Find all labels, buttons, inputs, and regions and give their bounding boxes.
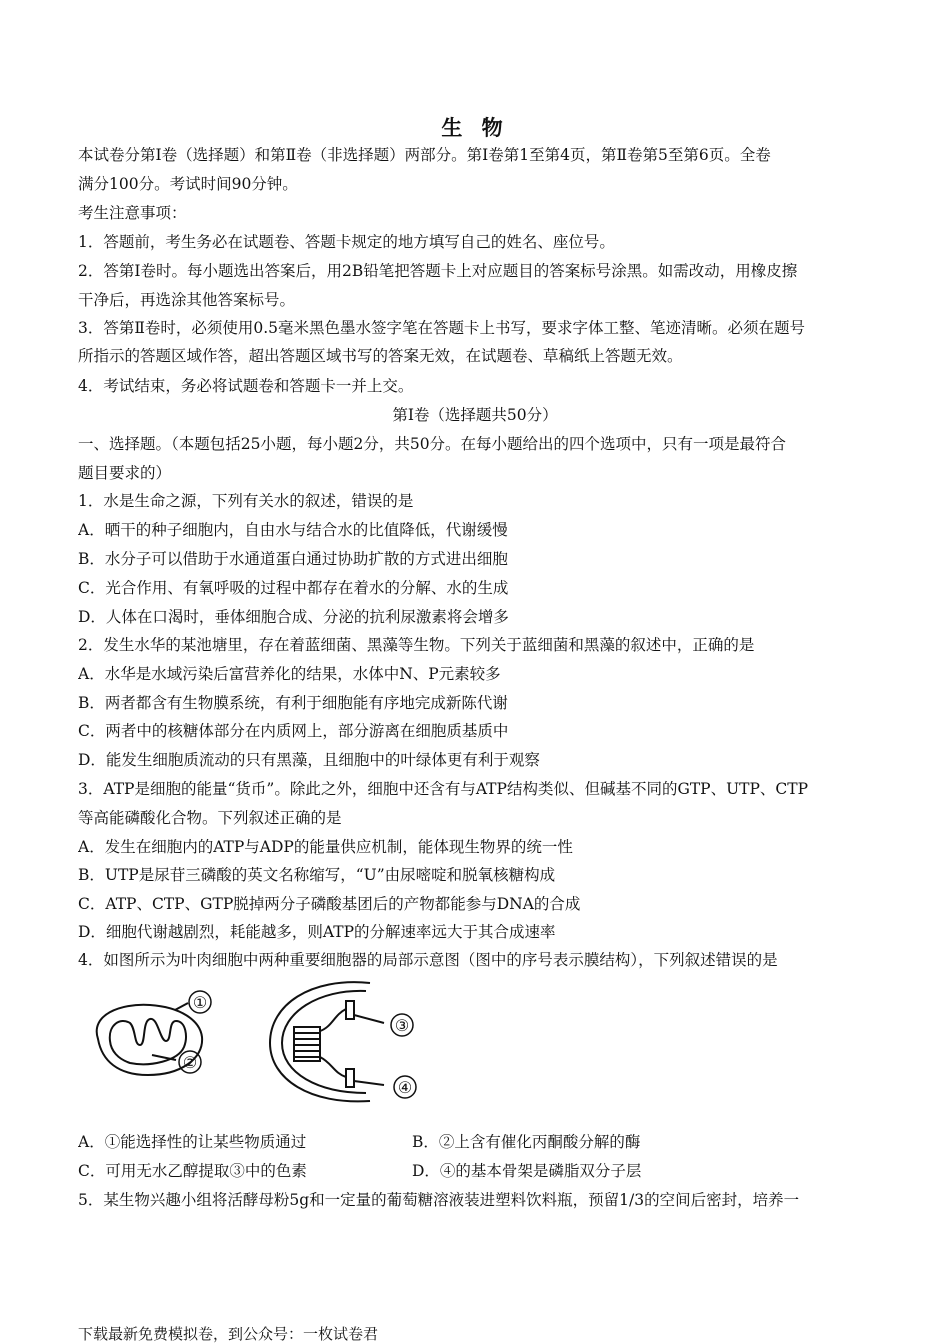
label-line-1 [175, 1003, 188, 1010]
q1-emphasis: 错误 [351, 492, 383, 510]
question-3-stem-line-1: 3．ATP是细胞的能量“货币”。除此之外，细胞中还含有与ATP结构类似、但碱基不同的GTP、UTP、CTP [78, 780, 809, 798]
organelle-diagram [80, 975, 440, 1105]
note-3-line-2 [78, 346, 873, 366]
question-1-stem [78, 491, 873, 511]
intro-line-1: 本试卷分第Ⅰ卷（选择题）和第Ⅱ卷（非选择题）两部分。第Ⅰ卷第1至第4页，第Ⅱ卷第5至第6页。全卷 [78, 146, 771, 164]
note-3-period: 。 [667, 347, 683, 365]
q3-option-a: A．发生在细胞内的ATP与ADP的能量供应机制，能体现生物界的统一性 [78, 838, 573, 856]
label-4: ④ [397, 1078, 413, 1097]
q4-option-d: D．④的基本骨架是磷脂双分子层 [412, 1162, 642, 1180]
label-2: ② [182, 1053, 198, 1072]
q1-option-a: A．晒干的种子细胞内，自由水与结合水的比值降低，代谢缓慢 [78, 521, 508, 539]
question-3-stem-line-2: 等高能磷酸化合物。下列叙述正确的是 [78, 809, 342, 827]
notes-heading: 考生注意事项： [78, 204, 187, 222]
q4-option-a: A．①能选择性的让某些物质通过 [78, 1133, 307, 1151]
q1-option-c: C．光合作用、有氧呼吸的过程中都存在着水的分解、水的生成 [78, 579, 509, 597]
question-2-stem: 2．发生水华的某池塘里，存在着蓝细菌、黑藻等生物。下列关于蓝细菌和黑藻的叙述中，正确的是 [78, 636, 755, 654]
q2-option-d: D．能发生细胞质流动的只有黑藻，且细胞中的叶绿体更有利于观察 [78, 751, 540, 769]
q1-option-b: B．水分子可以借助于水通道蛋白通过协助扩散的方式进出细胞 [78, 550, 508, 568]
upper-lamella-stack [346, 1001, 354, 1019]
footer-note: 下载最新免费模拟卷，到公众号：一枚试卷君 [78, 1325, 379, 1343]
q3-option-d: D．细胞代谢越剧烈，耗能越多，则ATP的分解速率远大于其合成速率 [78, 923, 556, 941]
note-3-emphasis: 超出答题区域书写的答案无效，在试题卷、草稿纸上答题无效 [248, 347, 668, 365]
label-line-3 [354, 1015, 384, 1023]
q2-option-a: A．水华是水域污染后富营养化的结果，水体中N、P元素较多 [78, 665, 501, 683]
q4-emphasis: 错误 [715, 951, 747, 969]
q4-option-c: C．可用无水乙醇提取③中的色素 [78, 1162, 307, 1180]
chloroplast-figure [270, 982, 384, 1101]
q2-option-b: B．两者都含有生物膜系统，有利于细胞能有序地完成新陈代谢 [78, 694, 508, 712]
note-2-line-1: 2．答第Ⅰ卷时。每小题选出答案后，用2B铅笔把答题卡上对应题目的答案标号涂黑。如需改动，用橡皮擦 [78, 262, 798, 280]
q4-option-b: B．②上含有催化丙酮酸分解的酶 [412, 1133, 641, 1151]
note-3-line-1: 3．答第Ⅱ卷时，必须使用0.5毫米黑色墨水签字笔在答题卡上书写，要求字体工整、笔迹清晰。必须在题号 [78, 319, 806, 337]
note-2-line-2: 干净后，再选涂其他答案标号。 [78, 291, 296, 309]
q1-option-d: D．人体在口渴时，垂体细胞合成、分泌的抗利尿激素将会增多 [78, 608, 509, 626]
section-instructions-line-2: 题目要求的） [78, 464, 172, 482]
label-line-4 [354, 1081, 384, 1085]
note-1: 1．答题前，考生务必在试题卷、答题卡规定的地方填写自己的姓名、座位号。 [78, 233, 615, 251]
q3-option-c: C．ATP、CTP、GTP脱掉两分子磷酸基团后的产物都能参与DNA的合成 [78, 895, 581, 913]
thylakoid-upper [320, 1009, 346, 1031]
question-5-stem: 5．某生物兴趣小组将活酵母粉5g和一定量的葡萄糖溶液装进塑料饮料瓶，预留1/3的空间后密封，培养一 [78, 1191, 800, 1209]
section-instructions-line-1: 一、选择题。（本题包括25小题，每小题2分，共50分。在每小题给出的四个选项中，只有一项是最符合 [78, 435, 787, 453]
lower-lamella-stack [346, 1069, 354, 1087]
q4-options-row-2 [78, 1161, 873, 1181]
q1-stem-text: 1．水是生命之源，下列有关水的叙述， [78, 492, 352, 510]
page-title: 生 物 [441, 115, 509, 140]
thylakoid-lower [320, 1057, 346, 1077]
mitochondrion-inner-membrane [110, 1019, 186, 1064]
question-4-stem [78, 950, 873, 970]
q4-options-row-1 [78, 1132, 873, 1152]
q2-option-c: C．两者中的核糖体部分在内质网上，部分游离在细胞质基质中 [78, 722, 509, 740]
label-3: ③ [394, 1016, 410, 1035]
note-4: 4．考试结束，务必将试题卷和答题卡一并上交。 [78, 377, 414, 395]
intro-line-2: 满分100分。考试时间90分钟。 [78, 175, 298, 193]
q4-stem-end: 的是 [746, 951, 778, 969]
q1-stem-end: 的是 [382, 492, 414, 510]
q4-stem-text: 4．如图所示为叶肉细胞中两种重要细胞器的局部示意图（图中的序号表示膜结构），下列叙述 [78, 951, 716, 969]
q3-option-b: B．UTP是尿苷三磷酸的英文名称缩写，“U”由尿嘧啶和脱氧核糖构成 [78, 866, 556, 884]
section-heading: 第Ⅰ卷（选择题共50分） [392, 406, 558, 424]
note-3-text: 所指示的答题区域作答， [78, 347, 249, 365]
label-1: ① [192, 993, 208, 1012]
